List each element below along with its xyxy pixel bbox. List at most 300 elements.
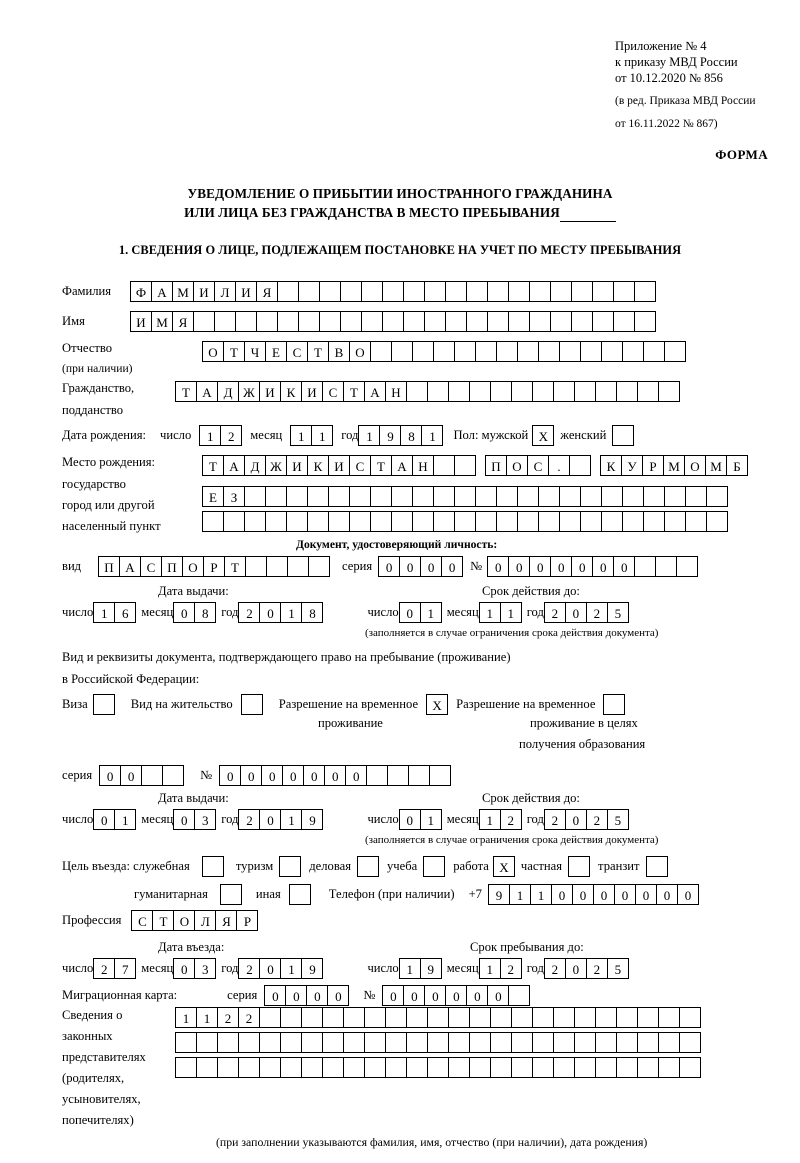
char-cell[interactable]: 0 bbox=[93, 809, 115, 830]
char-cell[interactable] bbox=[445, 311, 467, 332]
birthplace-row3-input[interactable] bbox=[202, 511, 728, 532]
char-cell[interactable] bbox=[307, 486, 329, 507]
purpose-other-checkbox[interactable] bbox=[289, 884, 311, 905]
char-cell[interactable] bbox=[664, 341, 686, 362]
char-cell[interactable]: 1 bbox=[500, 602, 522, 623]
char-cell[interactable]: И bbox=[301, 381, 323, 402]
char-cell[interactable] bbox=[403, 281, 425, 302]
residence-permit-checkbox[interactable] bbox=[241, 694, 263, 715]
char-cell[interactable]: 5 bbox=[607, 958, 629, 979]
char-cell[interactable]: С bbox=[286, 341, 308, 362]
char-cell[interactable]: 2 bbox=[586, 809, 608, 830]
char-cell[interactable]: 1 bbox=[93, 602, 115, 623]
char-cell[interactable]: 9 bbox=[379, 425, 401, 446]
char-cell[interactable]: 2 bbox=[500, 958, 522, 979]
char-cell[interactable] bbox=[364, 1057, 386, 1078]
char-cell[interactable] bbox=[490, 1032, 512, 1053]
char-cell[interactable]: Т bbox=[307, 341, 329, 362]
char-cell[interactable]: 2 bbox=[544, 958, 566, 979]
char-cell[interactable]: 0 bbox=[99, 765, 121, 786]
char-cell[interactable]: 8 bbox=[400, 425, 422, 446]
char-cell[interactable]: 0 bbox=[424, 985, 446, 1006]
identity-issue-day-input[interactable] bbox=[93, 602, 136, 623]
char-cell[interactable]: 0 bbox=[382, 985, 404, 1006]
char-cell[interactable]: П bbox=[161, 556, 183, 577]
char-cell[interactable]: Т bbox=[224, 556, 246, 577]
char-cell[interactable] bbox=[580, 486, 602, 507]
char-cell[interactable]: 0 bbox=[572, 884, 594, 905]
char-cell[interactable]: 1 bbox=[280, 809, 302, 830]
stay-issue-year-input[interactable] bbox=[238, 809, 323, 830]
identity-doc-number-input[interactable] bbox=[487, 556, 698, 577]
birthplace-city2-input[interactable] bbox=[600, 455, 748, 476]
profession-input[interactable] bbox=[131, 910, 258, 931]
char-cell[interactable] bbox=[532, 381, 554, 402]
char-cell[interactable] bbox=[679, 1057, 701, 1078]
char-cell[interactable]: 1 bbox=[530, 884, 552, 905]
char-cell[interactable] bbox=[385, 1032, 407, 1053]
char-cell[interactable] bbox=[592, 281, 614, 302]
char-cell[interactable]: 2 bbox=[586, 958, 608, 979]
char-cell[interactable] bbox=[433, 341, 455, 362]
char-cell[interactable]: И bbox=[286, 455, 308, 476]
char-cell[interactable]: 0 bbox=[571, 556, 593, 577]
char-cell[interactable] bbox=[217, 1032, 239, 1053]
char-cell[interactable] bbox=[245, 556, 267, 577]
char-cell[interactable] bbox=[511, 1032, 533, 1053]
char-cell[interactable] bbox=[664, 511, 686, 532]
char-cell[interactable] bbox=[298, 281, 320, 302]
char-cell[interactable] bbox=[259, 1057, 281, 1078]
char-cell[interactable] bbox=[328, 511, 350, 532]
char-cell[interactable] bbox=[490, 1007, 512, 1028]
char-cell[interactable] bbox=[532, 1057, 554, 1078]
birth-month-input[interactable] bbox=[290, 425, 333, 446]
char-cell[interactable]: Ф bbox=[130, 281, 152, 302]
char-cell[interactable] bbox=[553, 1007, 575, 1028]
char-cell[interactable]: 1 bbox=[399, 958, 421, 979]
char-cell[interactable] bbox=[370, 486, 392, 507]
purpose-tourism-checkbox[interactable] bbox=[279, 856, 301, 877]
char-cell[interactable] bbox=[366, 765, 388, 786]
char-cell[interactable]: А bbox=[364, 381, 386, 402]
phone-input[interactable] bbox=[488, 884, 699, 905]
char-cell[interactable] bbox=[307, 511, 329, 532]
char-cell[interactable] bbox=[475, 341, 497, 362]
char-cell[interactable]: 0 bbox=[403, 985, 425, 1006]
char-cell[interactable] bbox=[637, 381, 659, 402]
char-cell[interactable]: 0 bbox=[120, 765, 142, 786]
char-cell[interactable] bbox=[496, 486, 518, 507]
char-cell[interactable] bbox=[391, 341, 413, 362]
char-cell[interactable] bbox=[571, 281, 593, 302]
char-cell[interactable]: 8 bbox=[301, 602, 323, 623]
char-cell[interactable]: О bbox=[202, 341, 224, 362]
char-cell[interactable] bbox=[343, 1057, 365, 1078]
char-cell[interactable]: 0 bbox=[565, 602, 587, 623]
char-cell[interactable] bbox=[412, 486, 434, 507]
char-cell[interactable]: 0 bbox=[306, 985, 328, 1006]
char-cell[interactable] bbox=[340, 311, 362, 332]
char-cell[interactable]: . bbox=[548, 455, 570, 476]
char-cell[interactable]: 0 bbox=[508, 556, 530, 577]
stay-valid-day-input[interactable] bbox=[399, 809, 442, 830]
char-cell[interactable]: 0 bbox=[565, 958, 587, 979]
char-cell[interactable]: 1 bbox=[420, 602, 442, 623]
char-cell[interactable] bbox=[706, 486, 728, 507]
char-cell[interactable] bbox=[424, 311, 446, 332]
char-cell[interactable] bbox=[349, 486, 371, 507]
char-cell[interactable]: Я bbox=[256, 281, 278, 302]
char-cell[interactable]: М bbox=[663, 455, 685, 476]
char-cell[interactable] bbox=[550, 311, 572, 332]
char-cell[interactable]: 0 bbox=[441, 556, 463, 577]
char-cell[interactable] bbox=[433, 455, 455, 476]
char-cell[interactable]: И bbox=[130, 311, 152, 332]
char-cell[interactable] bbox=[340, 281, 362, 302]
entry-year-input[interactable] bbox=[238, 958, 323, 979]
char-cell[interactable] bbox=[508, 985, 530, 1006]
identity-valid-month-input[interactable] bbox=[479, 602, 522, 623]
char-cell[interactable]: Ч bbox=[244, 341, 266, 362]
char-cell[interactable]: 0 bbox=[551, 884, 573, 905]
char-cell[interactable]: 0 bbox=[399, 602, 421, 623]
char-cell[interactable]: П bbox=[485, 455, 507, 476]
char-cell[interactable]: В bbox=[328, 341, 350, 362]
char-cell[interactable] bbox=[286, 486, 308, 507]
char-cell[interactable]: 1 bbox=[358, 425, 380, 446]
char-cell[interactable] bbox=[658, 1007, 680, 1028]
char-cell[interactable] bbox=[643, 486, 665, 507]
char-cell[interactable] bbox=[601, 511, 623, 532]
char-cell[interactable]: Е bbox=[202, 486, 224, 507]
char-cell[interactable]: 3 bbox=[194, 809, 216, 830]
identity-issue-month-input[interactable] bbox=[173, 602, 216, 623]
char-cell[interactable]: 0 bbox=[282, 765, 304, 786]
char-cell[interactable] bbox=[685, 511, 707, 532]
char-cell[interactable] bbox=[175, 1032, 197, 1053]
char-cell[interactable]: 9 bbox=[301, 809, 323, 830]
char-cell[interactable]: 7 bbox=[114, 958, 136, 979]
char-cell[interactable] bbox=[613, 281, 635, 302]
char-cell[interactable]: 0 bbox=[487, 556, 509, 577]
char-cell[interactable] bbox=[266, 556, 288, 577]
char-cell[interactable]: 2 bbox=[238, 809, 260, 830]
char-cell[interactable] bbox=[265, 486, 287, 507]
birthplace-row2-input[interactable] bbox=[202, 486, 728, 507]
char-cell[interactable]: З bbox=[223, 486, 245, 507]
char-cell[interactable] bbox=[406, 1032, 428, 1053]
char-cell[interactable]: 1 bbox=[199, 425, 221, 446]
char-cell[interactable] bbox=[364, 1032, 386, 1053]
char-cell[interactable]: 0 bbox=[399, 556, 421, 577]
entry-day-input[interactable] bbox=[93, 958, 136, 979]
char-cell[interactable] bbox=[328, 486, 350, 507]
char-cell[interactable]: 1 bbox=[114, 809, 136, 830]
char-cell[interactable] bbox=[655, 556, 677, 577]
char-cell[interactable] bbox=[679, 1007, 701, 1028]
char-cell[interactable] bbox=[175, 1057, 197, 1078]
char-cell[interactable]: 0 bbox=[324, 765, 346, 786]
stay-doc-series-input[interactable] bbox=[99, 765, 184, 786]
char-cell[interactable] bbox=[634, 281, 656, 302]
char-cell[interactable] bbox=[643, 511, 665, 532]
char-cell[interactable] bbox=[559, 341, 581, 362]
char-cell[interactable] bbox=[595, 381, 617, 402]
char-cell[interactable] bbox=[622, 341, 644, 362]
char-cell[interactable] bbox=[322, 1007, 344, 1028]
char-cell[interactable] bbox=[601, 486, 623, 507]
char-cell[interactable] bbox=[538, 341, 560, 362]
char-cell[interactable] bbox=[487, 281, 509, 302]
char-cell[interactable] bbox=[529, 281, 551, 302]
char-cell[interactable]: Т bbox=[202, 455, 224, 476]
char-cell[interactable] bbox=[511, 1007, 533, 1028]
char-cell[interactable] bbox=[424, 281, 446, 302]
char-cell[interactable] bbox=[532, 1032, 554, 1053]
char-cell[interactable] bbox=[574, 1007, 596, 1028]
char-cell[interactable] bbox=[301, 1032, 323, 1053]
char-cell[interactable] bbox=[517, 341, 539, 362]
char-cell[interactable] bbox=[496, 341, 518, 362]
char-cell[interactable] bbox=[469, 1057, 491, 1078]
char-cell[interactable] bbox=[532, 1007, 554, 1028]
char-cell[interactable] bbox=[427, 1032, 449, 1053]
char-cell[interactable] bbox=[454, 341, 476, 362]
stay-valid-year-input[interactable] bbox=[544, 809, 629, 830]
stay-until-day-input[interactable] bbox=[399, 958, 442, 979]
char-cell[interactable]: 1 bbox=[420, 809, 442, 830]
char-cell[interactable] bbox=[343, 1032, 365, 1053]
char-cell[interactable] bbox=[429, 765, 451, 786]
char-cell[interactable] bbox=[427, 1057, 449, 1078]
char-cell[interactable]: Ж bbox=[238, 381, 260, 402]
char-cell[interactable]: 0 bbox=[420, 556, 442, 577]
char-cell[interactable]: 1 bbox=[196, 1007, 218, 1028]
identity-doc-kind-input[interactable] bbox=[98, 556, 330, 577]
char-cell[interactable]: И bbox=[328, 455, 350, 476]
char-cell[interactable]: С bbox=[322, 381, 344, 402]
char-cell[interactable]: И bbox=[235, 281, 257, 302]
entry-month-input[interactable] bbox=[173, 958, 216, 979]
char-cell[interactable] bbox=[559, 486, 581, 507]
char-cell[interactable]: 0 bbox=[487, 985, 509, 1006]
stay-doc-number-input[interactable] bbox=[219, 765, 451, 786]
char-cell[interactable] bbox=[244, 486, 266, 507]
char-cell[interactable] bbox=[490, 1057, 512, 1078]
char-cell[interactable]: 1 bbox=[280, 602, 302, 623]
char-cell[interactable]: 0 bbox=[345, 765, 367, 786]
char-cell[interactable] bbox=[280, 1007, 302, 1028]
char-cell[interactable]: 5 bbox=[607, 602, 629, 623]
char-cell[interactable] bbox=[454, 486, 476, 507]
char-cell[interactable]: И bbox=[259, 381, 281, 402]
char-cell[interactable] bbox=[448, 1032, 470, 1053]
stay-issue-day-input[interactable] bbox=[93, 809, 136, 830]
char-cell[interactable]: Т bbox=[370, 455, 392, 476]
char-cell[interactable] bbox=[343, 1007, 365, 1028]
char-cell[interactable]: 0 bbox=[677, 884, 699, 905]
purpose-work-checkbox[interactable]: X bbox=[493, 856, 515, 877]
char-cell[interactable] bbox=[382, 311, 404, 332]
char-cell[interactable]: К bbox=[307, 455, 329, 476]
char-cell[interactable] bbox=[382, 281, 404, 302]
char-cell[interactable] bbox=[448, 381, 470, 402]
char-cell[interactable] bbox=[308, 556, 330, 577]
char-cell[interactable] bbox=[469, 381, 491, 402]
char-cell[interactable] bbox=[214, 311, 236, 332]
char-cell[interactable]: 0 bbox=[399, 809, 421, 830]
char-cell[interactable]: 0 bbox=[550, 556, 572, 577]
stay-until-year-input[interactable] bbox=[544, 958, 629, 979]
char-cell[interactable]: 0 bbox=[285, 985, 307, 1006]
char-cell[interactable] bbox=[217, 1057, 239, 1078]
char-cell[interactable] bbox=[616, 381, 638, 402]
char-cell[interactable]: 0 bbox=[445, 985, 467, 1006]
char-cell[interactable] bbox=[448, 1007, 470, 1028]
char-cell[interactable] bbox=[574, 1032, 596, 1053]
char-cell[interactable] bbox=[508, 281, 530, 302]
visa-checkbox[interactable] bbox=[93, 694, 115, 715]
char-cell[interactable]: Л bbox=[214, 281, 236, 302]
char-cell[interactable]: 0 bbox=[173, 809, 195, 830]
char-cell[interactable]: 1 bbox=[290, 425, 312, 446]
char-cell[interactable] bbox=[574, 381, 596, 402]
char-cell[interactable]: С bbox=[140, 556, 162, 577]
char-cell[interactable]: 0 bbox=[466, 985, 488, 1006]
char-cell[interactable]: 1 bbox=[479, 809, 501, 830]
char-cell[interactable]: 0 bbox=[259, 602, 281, 623]
char-cell[interactable]: Я bbox=[215, 910, 237, 931]
char-cell[interactable] bbox=[580, 341, 602, 362]
char-cell[interactable] bbox=[664, 486, 686, 507]
char-cell[interactable]: 2 bbox=[544, 809, 566, 830]
char-cell[interactable] bbox=[595, 1007, 617, 1028]
char-cell[interactable] bbox=[580, 511, 602, 532]
stay-until-month-input[interactable] bbox=[479, 958, 522, 979]
char-cell[interactable]: 0 bbox=[656, 884, 678, 905]
char-cell[interactable] bbox=[616, 1032, 638, 1053]
char-cell[interactable]: К bbox=[600, 455, 622, 476]
char-cell[interactable]: Р bbox=[642, 455, 664, 476]
birthplace-city-input[interactable] bbox=[485, 455, 591, 476]
birth-year-input[interactable] bbox=[358, 425, 443, 446]
char-cell[interactable]: 0 bbox=[613, 556, 635, 577]
purpose-humanitarian-checkbox[interactable] bbox=[220, 884, 242, 905]
char-cell[interactable] bbox=[385, 1057, 407, 1078]
char-cell[interactable] bbox=[322, 1057, 344, 1078]
char-cell[interactable] bbox=[433, 486, 455, 507]
char-cell[interactable] bbox=[238, 1032, 260, 1053]
char-cell[interactable] bbox=[679, 1032, 701, 1053]
char-cell[interactable]: 0 bbox=[261, 765, 283, 786]
char-cell[interactable] bbox=[433, 511, 455, 532]
char-cell[interactable] bbox=[287, 556, 309, 577]
char-cell[interactable] bbox=[595, 1032, 617, 1053]
char-cell[interactable]: 9 bbox=[420, 958, 442, 979]
char-cell[interactable]: 2 bbox=[220, 425, 242, 446]
char-cell[interactable]: 0 bbox=[173, 602, 195, 623]
char-cell[interactable]: Н bbox=[385, 381, 407, 402]
char-cell[interactable] bbox=[361, 311, 383, 332]
char-cell[interactable] bbox=[676, 556, 698, 577]
char-cell[interactable] bbox=[193, 311, 215, 332]
char-cell[interactable] bbox=[387, 765, 409, 786]
char-cell[interactable] bbox=[538, 486, 560, 507]
char-cell[interactable] bbox=[412, 341, 434, 362]
char-cell[interactable] bbox=[196, 1057, 218, 1078]
char-cell[interactable] bbox=[517, 511, 539, 532]
char-cell[interactable]: 2 bbox=[544, 602, 566, 623]
char-cell[interactable]: С bbox=[349, 455, 371, 476]
char-cell[interactable]: Т bbox=[152, 910, 174, 931]
char-cell[interactable]: М bbox=[151, 311, 173, 332]
char-cell[interactable]: 2 bbox=[238, 602, 260, 623]
char-cell[interactable]: Д bbox=[217, 381, 239, 402]
char-cell[interactable] bbox=[550, 281, 572, 302]
char-cell[interactable] bbox=[475, 486, 497, 507]
char-cell[interactable] bbox=[658, 1057, 680, 1078]
char-cell[interactable]: А bbox=[151, 281, 173, 302]
purpose-private-checkbox[interactable] bbox=[568, 856, 590, 877]
char-cell[interactable] bbox=[286, 511, 308, 532]
char-cell[interactable]: 3 bbox=[194, 958, 216, 979]
rep-row2-input[interactable] bbox=[175, 1032, 701, 1053]
char-cell[interactable]: Т bbox=[175, 381, 197, 402]
char-cell[interactable]: 0 bbox=[327, 985, 349, 1006]
sex-male-checkbox[interactable]: X bbox=[532, 425, 554, 446]
char-cell[interactable] bbox=[658, 1032, 680, 1053]
char-cell[interactable] bbox=[349, 511, 371, 532]
char-cell[interactable]: Т bbox=[343, 381, 365, 402]
char-cell[interactable] bbox=[469, 1007, 491, 1028]
sex-female-checkbox[interactable] bbox=[612, 425, 634, 446]
stay-valid-month-input[interactable] bbox=[479, 809, 522, 830]
char-cell[interactable]: 1 bbox=[280, 958, 302, 979]
char-cell[interactable] bbox=[511, 381, 533, 402]
char-cell[interactable] bbox=[685, 486, 707, 507]
char-cell[interactable] bbox=[487, 311, 509, 332]
char-cell[interactable]: С bbox=[131, 910, 153, 931]
char-cell[interactable]: 2 bbox=[217, 1007, 239, 1028]
char-cell[interactable] bbox=[622, 511, 644, 532]
char-cell[interactable]: С bbox=[527, 455, 549, 476]
char-cell[interactable]: У bbox=[621, 455, 643, 476]
char-cell[interactable]: 0 bbox=[219, 765, 241, 786]
char-cell[interactable] bbox=[238, 1057, 260, 1078]
char-cell[interactable] bbox=[162, 765, 184, 786]
char-cell[interactable]: 0 bbox=[264, 985, 286, 1006]
char-cell[interactable]: 0 bbox=[259, 958, 281, 979]
char-cell[interactable] bbox=[319, 311, 341, 332]
char-cell[interactable] bbox=[511, 1057, 533, 1078]
char-cell[interactable]: 2 bbox=[500, 809, 522, 830]
char-cell[interactable] bbox=[616, 1007, 638, 1028]
char-cell[interactable]: Б bbox=[726, 455, 748, 476]
char-cell[interactable] bbox=[538, 511, 560, 532]
char-cell[interactable]: О bbox=[684, 455, 706, 476]
char-cell[interactable]: М bbox=[705, 455, 727, 476]
char-cell[interactable] bbox=[412, 511, 434, 532]
char-cell[interactable] bbox=[469, 1032, 491, 1053]
char-cell[interactable] bbox=[391, 511, 413, 532]
char-cell[interactable]: 1 bbox=[479, 602, 501, 623]
char-cell[interactable] bbox=[634, 311, 656, 332]
char-cell[interactable] bbox=[391, 486, 413, 507]
char-cell[interactable] bbox=[622, 486, 644, 507]
identity-valid-day-input[interactable] bbox=[399, 602, 442, 623]
char-cell[interactable] bbox=[706, 511, 728, 532]
